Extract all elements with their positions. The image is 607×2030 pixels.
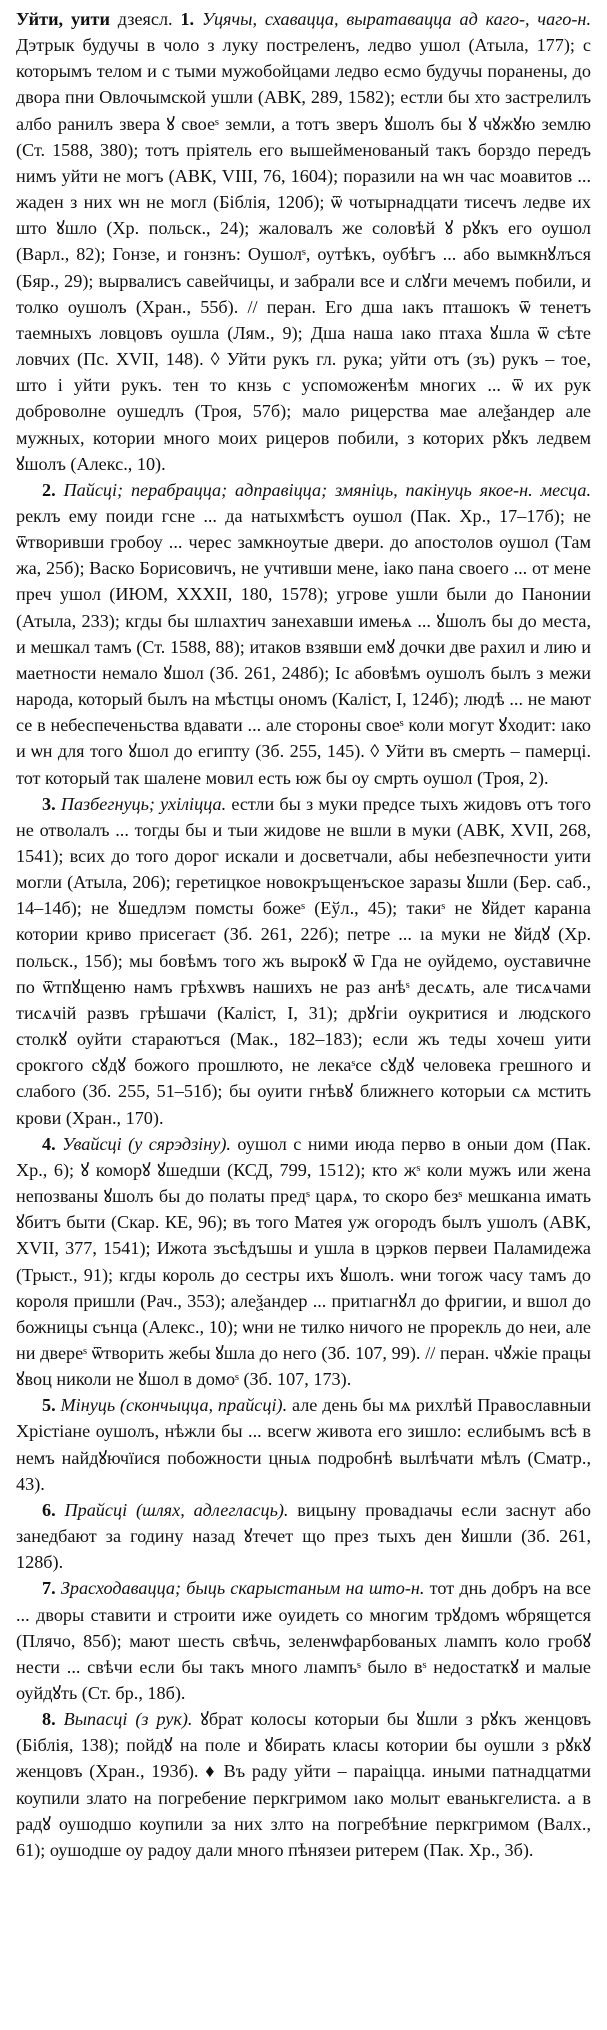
sense-citations: тот днь добръ на все ... дворы ставити и строити иже оуидеть со многим трꙋдомъ ѡбрящется (Плячо, 85б); мают шесть свѣчь, зеленѡфарбованых лıампъ коло гробꙋ нести ... свѣчи если бы такъ много лıампъˢ было вˢ недостаткꙋ и малые оуйдꙋть (Ст. бр., 18б). [16, 1578, 592, 1703]
sense-number: 6. [42, 1499, 56, 1520]
entry-sense-3 [16, 791, 591, 1131]
entry-sense-2 [16, 477, 591, 791]
sense-gloss: Выпасці (з рук). [63, 1709, 193, 1730]
sense-citations: але день бы мѧ рихлѣй Православныи Хрістіане оушолъ, нѣжли бы ... всегѡ живота его зишло: еслибымъ всѣ в немъ найдꙋючїися побожности цныѧ подробнѣ вылѣчати мѣлъ (Сматр., 43). [16, 1395, 592, 1494]
sense-citations: Дэтрык будучы в чоло з луку постреленъ, ледво ушол (Атыла, 177); с которымъ телом и с тыми мужобойцами ледво есмо будучы поранены, до двора пни Овлочымской ушли (АВК, 289, 1582); естли бы хто застрелилъ албо ранилъ зверa ꙋ своеˢ земли, а тотъ зверъ ꙋшолъ бы ꙋ чꙋжꙋю землю (Ст. 1588, 380); тотъ пріятель его вышейменованый такъ борздо передъ нимъ уйти не могъ (АВК, VIII, 76, 1604); поразили на ѡн час моавитов ... жаден з них ѡн не могл (Біблія, 120б); ѿ чотырнадцати тисечъ ледве их што ꙋшло (Хр. польск., 24); жаловалъ же соловѣй ꙋ рꙋкъ его оушол (Варл., 82); Гонзе, и гонзнъ: Оушолˢ, оутѣкъ, оубѣгъ ... або вымкнꙋлъся (Бяр., 29); вырвалисъ савейчицы, и забрали все и слꙋги мечемъ побили, и толко оушолъ (Хран., 55б). // перан. Его дша ıакъ пташокъ ѿ тенетъ таемныхъ ловцовъ оушла (Лям., 9); Дша наша ıако птаха ꙋшла ѿ сѣте ловчих (Пс. XVII, 148). ◊ Уйти рукъ гл. рука; уйти отъ (зъ) рукъ – тое, што і уйти рукъ. тен то кнзь с успоможенѣм многих ... ѿ их рук доброволне оушедлъ (Троя, 57б); мало рицерства мае алеѯандер але мужных, котории много моих рицеров побили, з которих рꙋкъ ледвем ꙋшолъ (Алекс., 10). [16, 35, 591, 474]
sense-number: 8. [42, 1709, 56, 1730]
sense-gloss: Уцячы, схавацца, выратавацца ад каго-, чаго-н. [201, 9, 592, 29]
entry-sense-4 [16, 1131, 591, 1393]
entry-sense-8 [16, 1706, 591, 1863]
sense-number: 4. [42, 1133, 56, 1154]
sense-gloss: Мінуць (скончыцца, прайсці). [60, 1395, 288, 1416]
sense-citations: естли бы з муки предсе тыхъ жидовъ отъ того не отволалъ ... тогды бы и тыи жидове не вшли в муки (АВК, XVII, 268, 1541); всих до того дорог искали и досветчали, абы небезпечности уити могли (Атыла, 206); геретицкое новокръщенъское заразы ꙋшли (Бер. саб., 14–14б); не ꙋшедлэм помсты божеˢ (Еўл., 45); такиˢ не ꙋйдет каранıа котории криво присегаєт (Зб. 261, 22б); петре ... ıа муки не ꙋйдꙋ (Хр. польск., 15б); мы бовѣмъ того жъ вырокꙋ ѿ Гда не оуйдемо, оуставичне по ѿтпꙋщеню намъ грѣхѡвъ нашихъ не раз анѣˢ десѧть, але тисѧчами тисѧчій развъ грѣшачи (Калiст, I, 31); дрꙋгіи оукритися и людского столкꙋ оуйти стараютъся (Мак., 182–183); если жъ теды хочеш уити срокгого сꙋдꙋ божого прошлюто, не лекаˢсе сꙋдꙋ человека грешного и слабого (Зб. 255, 51–51б); бы оуити гнѣвꙋ ближнего которыи сѧ мстить крови (Хран., 170). [16, 793, 592, 1128]
entry-sense-7 [16, 1575, 591, 1706]
sense-citations: ꙋбрат колосы которыи бы ꙋшли з рꙋкъ женцовъ (Біблія, 138); пойдꙋ на поле и ꙋбирать класы котории бы оушли з рꙋкꙋ женцовъ (Хран., 193б). ♦ Въ раду уйти – параіцца. иными патнадцатми коупили злато на погребение перкгримом ıако молыт еванькгелиста. а в радꙋ оушодшо коупили за них злто на погребѣние перкгримом (Валх., 61); оушодше оу радоу дали много пѣнязеи ритерем (Пак. Хр., 3б). [16, 1709, 591, 1860]
sense-number: 2. [42, 479, 56, 500]
sense-citations: вицыну провадıачы если заснут або занедбают за годину назад ꙋтечет що през тыхъ ден ꙋишли (Зб. 261, 128б). [16, 1499, 592, 1573]
sense-number: 7. [42, 1578, 56, 1599]
sense-number: 1. [180, 9, 195, 29]
sense-gloss: Прайсці (шлях, адлегласць). [64, 1499, 289, 1520]
sense-citations: реклъ ему поиди гсне ... да натыхмѣстъ оушол (Пак. Хр., 17–17б); не ѿтворивши гробоу ... черес замкноутые двери. до апостолов оушол (Там жа, 25б); Васко Борисовичъ, не учтивши мене, іако пана своего ... от мене преч ушол (ИЮМ, XXXII, 180, 1578); угрове ушли были до Панонии (Атыла, 233); кгды бы шлıахтич занехавши имењѧ ... ꙋшолъ бы до места, и мешкал тамъ (Ст. 1588, 88); итаков взявши емꙋ дочки две рахил и лию и маетности немало ꙋшол (Зб. 261, 248б); Іс абовѣмъ оушолъ былъ з межи народа, который былъ на мѣстцы ономъ (Калiст, I, 124б); людѣ ... не мают се в небеспеченьства вдавати ... але стороны своеˢ коли могут ꙋходит: ıако и ѡн для того ꙋшол до египту (Зб. 255, 145). ◊ Уйти въ смерть – памерці. тот который так шалене мовил есть юж бы оу смрть оушол (Троя, 2). [16, 505, 591, 788]
sense-gloss: Пазбегнуць; ухіліцца. [60, 793, 227, 814]
sense-citations: оушол с ними июда перво в оныи дом (Пак. Хр., 6); ꙋ коморꙋ ꙋшедши (КСД, 799, 1512); кто жˢ коли мужъ или жена непозваны ꙋшолъ бы до полаты предˢ цaрѧ, то скоро безˢ мешканıа имать ꙋбитъ быти (Скар. КЕ, 96); въ того Матея уж огородъ былъ ушолъ (АВК, XVII, 377, 1541); Ижота зъсѣдъшы и ушла в цэрков первеи Паламидежа (Трыст., 91); кгды король до сестры ихъ ꙋшолъ. ѡни тогож часу тамъ до короля пришли (Рач., 353); алеѯандер ... притıагнꙋл до фригии, и вшол до божницы сънца (Алекс., 10); ѡни не тилко ничого не прорекль до неи, але ни двереˢ ѿтворить жебы ꙋшла до него (Зб. 107, 99). // перан. чꙋжіе працы ꙋвоц николи не ꙋшол в домоˢ (Зб. 107, 173). [16, 1133, 591, 1390]
part-of-speech: дзеясл. [109, 9, 173, 29]
sense-gloss: Увайсці (у сярэдзіну). [62, 1133, 231, 1154]
sense-number: 3. [42, 793, 56, 814]
sense-gloss: Пайсці; перабрацца; адправіцца; змяніць, пакінуць якое-н. месца. [63, 479, 591, 500]
entry-sense-6 [16, 1497, 591, 1575]
sense-number: 5. [42, 1395, 56, 1416]
entry-sense-1 [16, 6, 591, 477]
entry-headword: Уйти, уити [16, 9, 110, 29]
entry-sense-5 [16, 1392, 591, 1497]
sense-gloss: Зрасходавацца; быць скарыстаным на што-н. [60, 1578, 425, 1599]
